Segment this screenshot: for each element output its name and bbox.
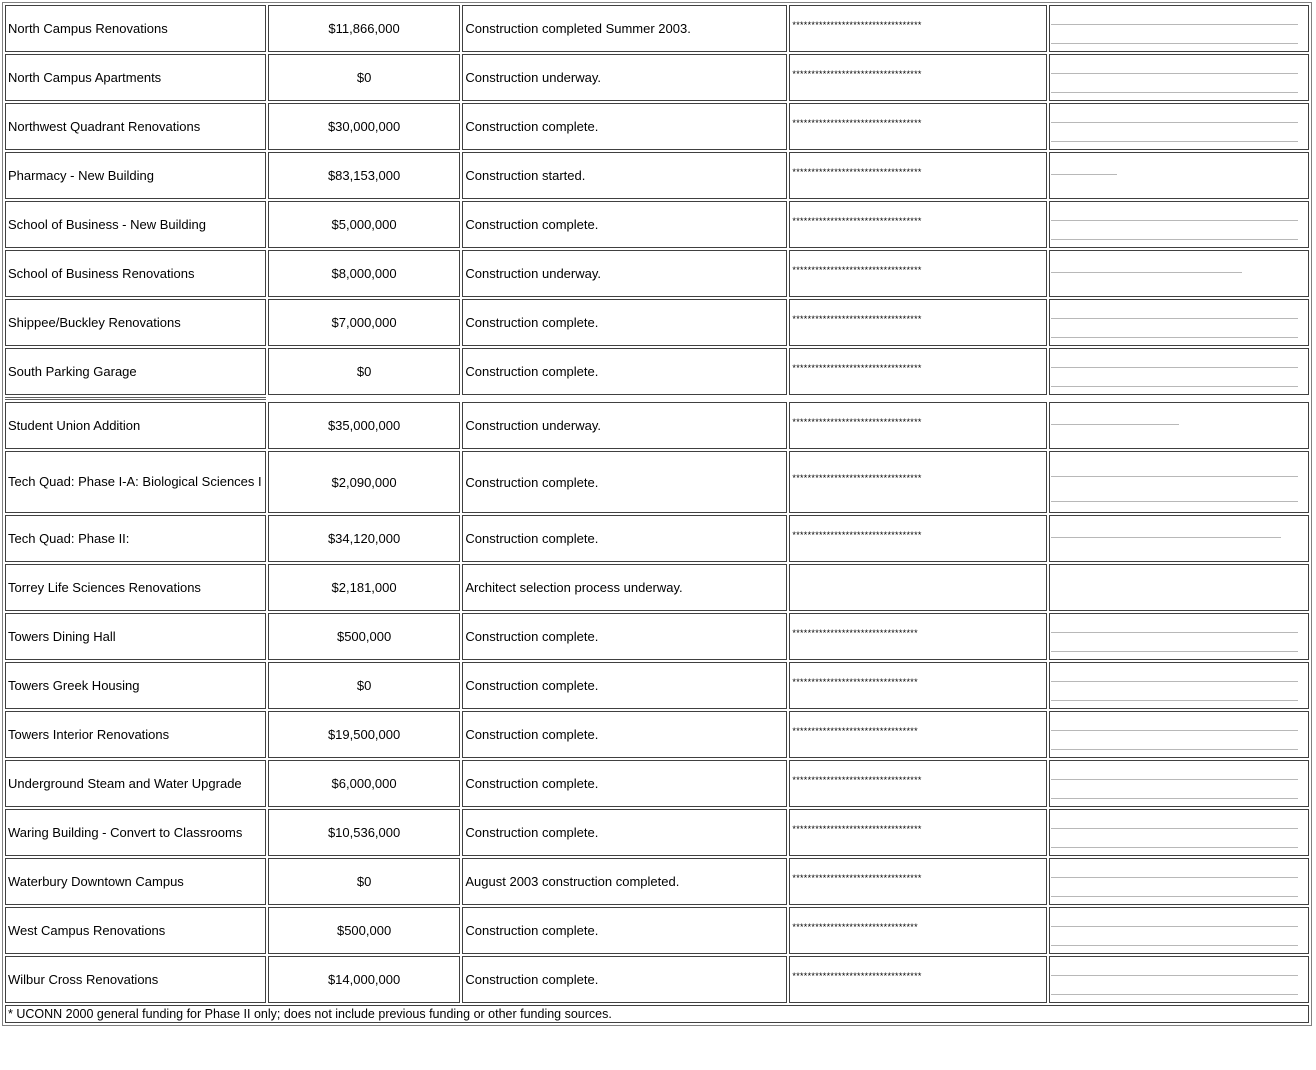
project-name: North Campus Apartments [5,54,266,101]
funding-amount: $10,536,000 [268,809,461,856]
progress-stars [789,515,1047,562]
project-status: Construction underway. [462,402,787,449]
progress-stars-text: ********************************** [792,970,922,981]
projects-table [2,2,1312,1026]
progress-stars [789,451,1047,513]
funding-amount: $14,000,000 [268,956,461,1003]
progress-line [1051,386,1298,387]
progress-lines-cell [1049,299,1309,346]
progress-lines-cell [1049,760,1309,807]
project-name: Northwest Quadrant Renovations [5,103,266,150]
progress-line [1051,272,1242,273]
funding-amount: $6,000,000 [268,760,461,807]
project-status: Construction complete. [462,809,787,856]
progress-line [1051,749,1298,750]
table-row [5,402,1309,449]
progress-stars-text: ********************************** [792,774,922,785]
progress-line [1051,798,1298,799]
project-name: Towers Greek Housing [5,662,266,709]
progress-line [1051,501,1298,502]
table-row [5,152,1309,199]
funding-amount: $500,000 [268,613,461,660]
funding-amount: $2,090,000 [268,451,461,513]
project-status: Construction complete. [462,348,787,395]
project-name: Waring Building - Convert to Classrooms [5,809,266,856]
progress-lines-cell [1049,907,1309,954]
progress-stars [789,54,1047,101]
progress-line [1051,537,1281,538]
progress-stars [789,564,1047,611]
funding-amount: $83,153,000 [268,152,461,199]
project-status: Construction underway. [462,54,787,101]
project-name: Waterbury Downtown Campus [5,858,266,905]
project-name: School of Business - New Building [5,201,266,248]
progress-stars-text: ********************************* [792,921,918,932]
project-status: Construction complete. [462,451,787,513]
progress-stars-text: ********************************** [792,264,922,275]
project-status: Construction complete. [462,103,787,150]
project-status: Construction complete. [462,907,787,954]
progress-line [1051,424,1179,425]
progress-stars-text: ********************************** [792,215,922,226]
funding-amount: $500,000 [268,907,461,954]
funding-amount: $30,000,000 [268,103,461,150]
progress-lines-cell [1049,152,1309,199]
funding-amount: $5,000,000 [268,201,461,248]
table-row [5,201,1309,248]
progress-line [1051,877,1298,878]
progress-stars-text: ********************************** [792,117,922,128]
progress-stars [789,858,1047,905]
progress-stars [789,5,1047,52]
project-status: Construction underway. [462,250,787,297]
table-row [5,250,1309,297]
project-name: Towers Interior Renovations [5,711,266,758]
progress-line [1051,476,1298,477]
progress-line [1051,700,1298,701]
progress-line [1051,337,1298,338]
progress-line [1051,847,1298,848]
progress-stars-text: ********************************* [792,725,918,736]
project-status: Construction complete. [462,613,787,660]
project-status: Construction complete. [462,956,787,1003]
project-name: School of Business Renovations [5,250,266,297]
project-name: Student Union Addition [5,402,266,449]
progress-stars [789,402,1047,449]
funding-amount: $0 [268,858,461,905]
progress-stars-text: ********************************** [792,362,922,373]
table-row [5,956,1309,1003]
row-separator [5,397,1309,400]
table-row [5,613,1309,660]
progress-stars-text: ********************************** [792,19,922,30]
funding-amount: $2,181,000 [268,564,461,611]
funding-amount: $35,000,000 [268,402,461,449]
funding-amount: $34,120,000 [268,515,461,562]
table-row [5,858,1309,905]
progress-lines-cell [1049,809,1309,856]
progress-stars [789,711,1047,758]
project-status: Construction started. [462,152,787,199]
progress-line [1051,73,1298,74]
table-row [5,299,1309,346]
progress-line [1051,926,1298,927]
progress-line [1051,896,1298,897]
progress-line [1051,779,1298,780]
progress-stars [789,103,1047,150]
progress-lines-cell [1049,250,1309,297]
project-status: Construction completed Summer 2003. [462,5,787,52]
progress-line [1051,24,1298,25]
project-status: Construction complete. [462,299,787,346]
progress-stars-text: ********************************** [792,416,922,427]
project-name: Underground Steam and Water Upgrade [5,760,266,807]
progress-line [1051,122,1298,123]
funding-amount: $0 [268,348,461,395]
table-row [5,760,1309,807]
separator-spacer [268,397,1309,400]
project-status: Architect selection process underway. [462,564,787,611]
project-name: West Campus Renovations [5,907,266,954]
progress-line [1051,239,1298,240]
progress-stars [789,250,1047,297]
progress-lines-cell [1049,54,1309,101]
progress-stars [789,201,1047,248]
funding-amount: $19,500,000 [268,711,461,758]
progress-lines-cell [1049,711,1309,758]
project-name: Pharmacy - New Building [5,152,266,199]
table-row [5,54,1309,101]
project-status: Construction complete. [462,760,787,807]
table-row [5,809,1309,856]
progress-stars-text: ********************************** [792,313,922,324]
progress-lines-cell [1049,515,1309,562]
project-name: Torrey Life Sciences Renovations [5,564,266,611]
progress-line [1051,994,1298,995]
progress-lines-cell [1049,5,1309,52]
progress-lines-cell [1049,402,1309,449]
project-status: Construction complete. [462,515,787,562]
progress-stars [789,299,1047,346]
project-name: Tech Quad: Phase I-A: Biological Sciences I [5,451,266,513]
progress-stars-text: ********************************** [792,529,922,540]
progress-stars-text: ********************************** [792,166,922,177]
progress-stars [789,348,1047,395]
funding-amount: $0 [268,54,461,101]
progress-stars [789,662,1047,709]
progress-stars-text: ********************************** [792,473,922,483]
progress-lines-cell [1049,858,1309,905]
progress-line [1051,43,1298,44]
projects-table-body [5,5,1309,1023]
footnote: * UCONN 2000 general funding for Phase II only; does not include previous funding or other funding sources. [5,1005,1309,1023]
table-row [5,907,1309,954]
progress-stars [789,760,1047,807]
funding-amount: $8,000,000 [268,250,461,297]
progress-stars-text: ********************************** [792,823,922,834]
table-row [5,348,1309,395]
table-row [5,711,1309,758]
progress-stars-text: ********************************* [792,627,918,638]
progress-line [1051,681,1298,682]
progress-lines-cell [1049,613,1309,660]
progress-line [1051,730,1298,731]
table-row [5,5,1309,52]
progress-stars [789,152,1047,199]
progress-line [1051,651,1298,652]
project-status: Construction complete. [462,201,787,248]
progress-stars [789,907,1047,954]
project-name: South Parking Garage [5,348,266,395]
progress-lines-cell [1049,348,1309,395]
funding-amount: $0 [268,662,461,709]
progress-stars [789,956,1047,1003]
project-name: Tech Quad: Phase II: [5,515,266,562]
progress-line [1051,975,1298,976]
project-name: Shippee/Buckley Renovations [5,299,266,346]
progress-stars-text: ********************************** [792,872,922,883]
table-row [5,451,1309,513]
progress-line [1051,318,1298,319]
progress-line [1051,632,1298,633]
project-status: Construction complete. [462,711,787,758]
progress-line [1051,828,1298,829]
funding-amount: $7,000,000 [268,299,461,346]
project-status: August 2003 construction completed. [462,858,787,905]
project-status: Construction complete. [462,662,787,709]
table-row [5,103,1309,150]
project-name: North Campus Renovations [5,5,266,52]
project-name: Towers Dining Hall [5,613,266,660]
progress-line [1051,141,1298,142]
progress-lines-cell [1049,201,1309,248]
progress-lines-cell [1049,956,1309,1003]
progress-line [1051,174,1117,175]
separator-cell [5,397,266,400]
progress-stars [789,613,1047,660]
table-row [5,564,1309,611]
progress-lines-cell [1049,662,1309,709]
progress-line [1051,92,1298,93]
funding-amount: $11,866,000 [268,5,461,52]
progress-stars-text: ********************************* [792,676,918,687]
progress-stars [789,809,1047,856]
table-row [5,662,1309,709]
project-name: Wilbur Cross Renovations [5,956,266,1003]
progress-lines-cell [1049,564,1309,611]
progress-line [1051,220,1298,221]
progress-lines-cell [1049,451,1309,513]
footnote-row [5,1005,1309,1023]
table-row [5,515,1309,562]
progress-line [1051,367,1298,368]
progress-lines-cell [1049,103,1309,150]
progress-line [1051,945,1298,946]
progress-stars-text: ********************************** [792,68,922,79]
